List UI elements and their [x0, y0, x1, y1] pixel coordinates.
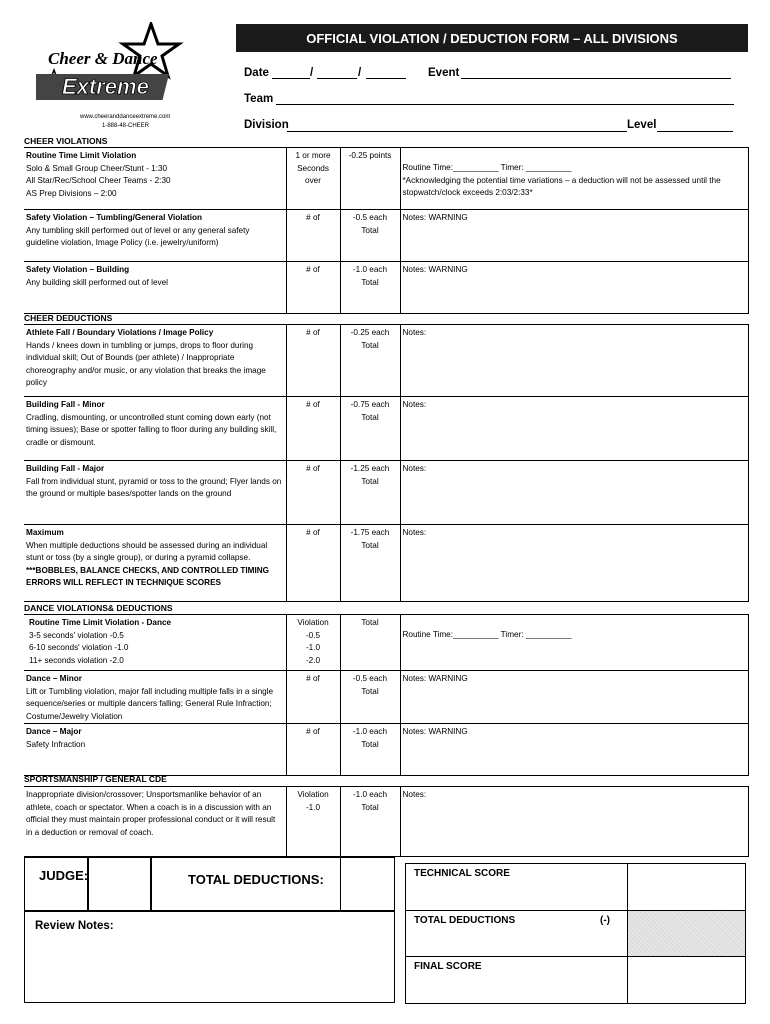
deduction-desc: Athlete Fall / Boundary Violations / Image Policy Hands / knees down in tumbling or jumps, drops to floor during individual skill; Out of Bounds (per athlete) / Inappropriate choreography and/or music, or any violation that breaks the image policy: [24, 325, 286, 397]
sportsmanship-table: [24, 786, 749, 857]
points-cell[interactable]: -1.25 each Total: [340, 461, 400, 525]
technical-score-box: [405, 863, 628, 911]
table-row: [24, 724, 748, 776]
date-sep-2: /: [358, 67, 362, 79]
count-cell[interactable]: # of: [286, 724, 340, 776]
total-deductions-box: [151, 857, 341, 911]
review-notes-box[interactable]: [24, 911, 395, 1003]
judge-box: [24, 857, 88, 911]
event-field[interactable]: [461, 78, 731, 79]
logo-url: www.cheeranddanceextreme.com: [80, 114, 171, 120]
total-deductions-right-box: [405, 910, 628, 957]
points-cell[interactable]: Total: [340, 615, 400, 671]
violation-desc: Safety Violation – Tumbling/General Violation Any tumbling skill performed out of level or any general safety guideline violation, Image Policy (i.e. jewelry/uniform): [24, 210, 286, 262]
table-row: [24, 615, 748, 671]
date-sep-1: /: [310, 67, 314, 79]
technical-score-field[interactable]: [627, 863, 746, 911]
dance-desc: Routine Time Limit Violation - Dance 3-5 seconds' violation -0.5 6-10 seconds' violation -1.0 11+ seconds violation -2.0: [24, 615, 286, 671]
sportsmanship-label: SPORTSMANSHIP / GENERAL CDE: [24, 774, 167, 784]
violation-desc: Routine Time Limit Violation Solo & Small Group Cheer/Stunt - 1:30 All Star/Rec/School Cheer Teams - 2:30 AS Prep Divisions – 2:00: [24, 148, 286, 210]
date-month-field[interactable]: [272, 78, 310, 79]
notes-cell[interactable]: Notes: WARNING: [400, 210, 748, 262]
table-row: [24, 525, 748, 602]
review-notes-label: Review Notes:: [35, 920, 114, 932]
notes-cell[interactable]: Notes: WARNING: [400, 262, 748, 314]
minus-label: (-): [600, 915, 610, 926]
dance-label: DANCE VIOLATIONS& DEDUCTIONS: [24, 603, 173, 613]
notes-cell[interactable]: Notes:: [400, 325, 748, 397]
table-row: [24, 461, 748, 525]
count-cell[interactable]: 1 or more Seconds over: [286, 148, 340, 210]
final-score-field[interactable]: [627, 956, 746, 1004]
table-row: [24, 262, 748, 314]
final-score-box: [405, 956, 628, 1004]
cheer-deductions-table: [24, 324, 749, 602]
table-row: [24, 325, 748, 397]
violation-desc: Safety Violation – Building Any building skill performed out of level: [24, 262, 286, 314]
notes-cell[interactable]: Routine Time:__________ Timer: __________ *Acknowledging the potential time variations – a deduction will not be assessed until the stopwatch/clock exceeds 2:03/2:33*: [400, 148, 748, 210]
points-cell[interactable]: -1.75 each Total: [340, 525, 400, 602]
division-label: Division: [244, 119, 289, 131]
points-cell[interactable]: -0.25 points: [340, 148, 400, 210]
table-row: [24, 210, 748, 262]
total-deductions-right-field[interactable]: [627, 910, 746, 957]
dance-table: [24, 614, 749, 776]
count-cell[interactable]: # of: [286, 397, 340, 461]
cheer-violations-label: CHEER VIOLATIONS: [24, 136, 108, 146]
technical-score-label: TECHNICAL SCORE: [414, 868, 510, 879]
deduction-desc: Maximum When multiple deductions should be assessed during an individual stunt or toss (by a single group), or during a pyramid collapse. ***BOBBLES, BALANCE CHECKS, AND CONTROLLED TIMING ERRORS WILL REFLECT IN TECHNIQUE SCORES: [24, 525, 286, 602]
total-deductions-right-label: TOTAL DEDUCTIONS: [414, 915, 516, 926]
logo-line1: Cheer & Dance: [48, 49, 158, 68]
points-cell[interactable]: -0.5 each Total: [340, 671, 400, 724]
date-day-field[interactable]: [317, 78, 357, 79]
level-label: Level: [627, 119, 657, 131]
total-deductions-label: TOTAL DEDUCTIONS:: [188, 872, 324, 887]
team-field[interactable]: [276, 104, 734, 105]
notes-cell[interactable]: Notes:: [400, 787, 748, 857]
form-title: OFFICIAL VIOLATION / DEDUCTION FORM – ALL DIVISIONS: [236, 24, 748, 52]
points-cell[interactable]: -0.25 each Total: [340, 325, 400, 397]
deduction-desc: Building Fall - Minor Cradling, dismounting, or uncontrolled stunt coming down early (not timing issues); Base or spotter falling to floor during any building skill, cradle or dismount.: [24, 397, 286, 461]
dance-desc: Dance – Major Safety Infraction: [24, 724, 286, 776]
logo-line2: Extreme: [62, 74, 149, 99]
notes-cell[interactable]: Notes:: [400, 461, 748, 525]
count-cell[interactable]: Violation -0.5 -1.0 -2.0: [286, 615, 340, 671]
notes-cell[interactable]: Notes: WARNING: [400, 724, 748, 776]
points-cell[interactable]: -0.75 each Total: [340, 397, 400, 461]
team-label: Team: [244, 93, 274, 105]
points-cell[interactable]: -1.0 each Total: [340, 787, 400, 857]
total-deductions-field[interactable]: [340, 857, 395, 911]
division-field[interactable]: [287, 131, 627, 132]
table-row: [24, 787, 748, 857]
level-field[interactable]: [657, 131, 733, 132]
date-year-field[interactable]: [366, 78, 406, 79]
count-cell[interactable]: # of: [286, 461, 340, 525]
dance-desc: Dance – Minor Lift or Tumbling violation, major fall including multiple falls in a single sequence/series or multiple dancers falling; General Rule Infraction; Costume/Jewelry Violation: [24, 671, 286, 724]
logo-phone: 1-888-48-CHEER: [102, 123, 150, 129]
notes-cell[interactable]: Notes:: [400, 525, 748, 602]
judge-signature-field[interactable]: [88, 857, 151, 911]
event-label: Event: [428, 67, 460, 79]
points-cell[interactable]: -1.0 each Total: [340, 262, 400, 314]
table-row: [24, 148, 748, 210]
points-cell[interactable]: -1.0 each Total: [340, 724, 400, 776]
notes-cell[interactable]: Notes: WARNING: [400, 671, 748, 724]
count-cell[interactable]: # of: [286, 525, 340, 602]
cheer-deductions-label: CHEER DEDUCTIONS: [24, 313, 113, 323]
date-label: Date: [244, 67, 269, 79]
judge-label: JUDGE:: [39, 868, 89, 883]
notes-cell[interactable]: Notes:: [400, 397, 748, 461]
deduction-desc: Building Fall - Major Fall from individual stunt, pyramid or toss to the ground; Flyer lands on the ground or multiple bases/spotter lands on the ground: [24, 461, 286, 525]
count-cell[interactable]: Violation -1.0: [286, 787, 340, 857]
table-row: [24, 397, 748, 461]
count-cell[interactable]: # of: [286, 210, 340, 262]
cheer-violations-table: [24, 147, 749, 314]
points-cell[interactable]: -0.5 each Total: [340, 210, 400, 262]
count-cell[interactable]: # of: [286, 325, 340, 397]
sportsmanship-desc: Inappropriate division/crossover; Unsportsmanlike behavior of an athlete, coach or spectator. When a coach is in a discussion with an official they must maintain proper professional conduct or it will result in a deduction or removal of coach.: [24, 787, 286, 857]
final-score-label: FINAL SCORE: [414, 961, 482, 972]
count-cell[interactable]: # of: [286, 262, 340, 314]
table-row: [24, 671, 748, 724]
notes-cell[interactable]: Routine Time:__________ Timer: __________: [400, 615, 748, 671]
count-cell[interactable]: # of: [286, 671, 340, 724]
